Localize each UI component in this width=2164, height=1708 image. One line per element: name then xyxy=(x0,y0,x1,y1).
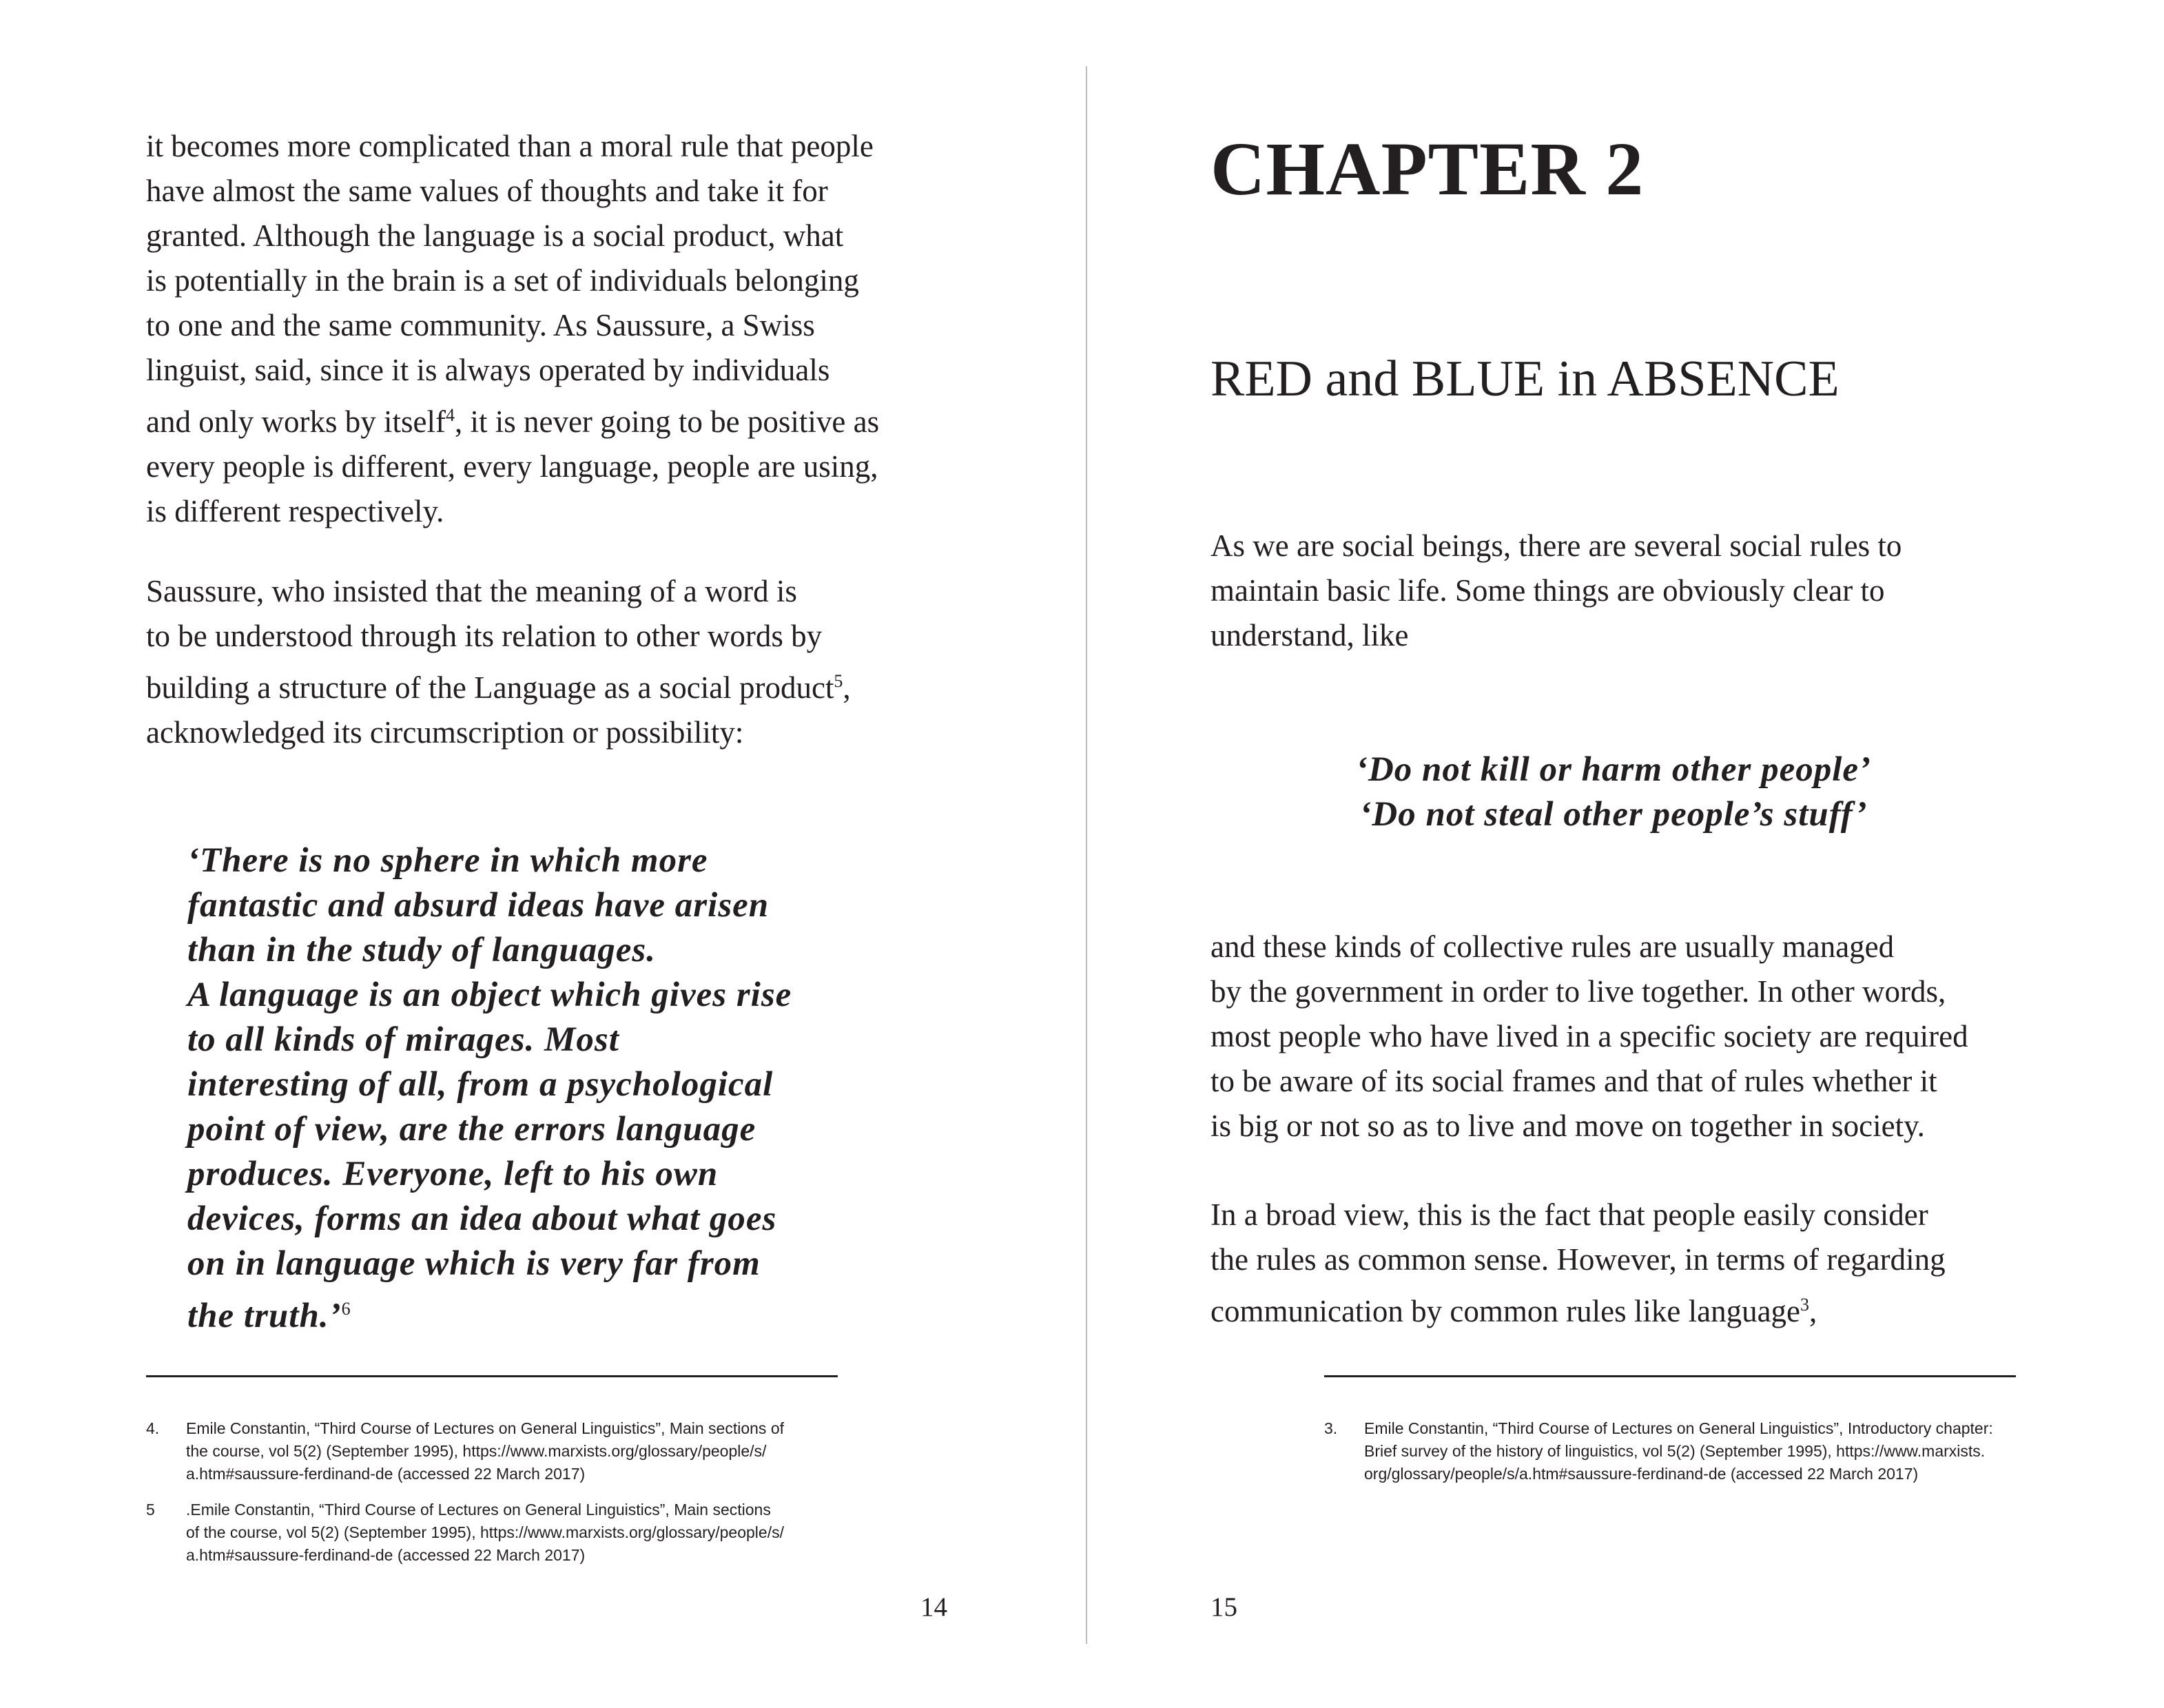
footnote-3 xyxy=(1324,1417,2123,1485)
footnote-ref-3[interactable]: 3 xyxy=(1800,1295,1810,1315)
footnote-divider xyxy=(1324,1375,2016,1377)
right-paragraph-3-text: In a broad view, this is the fact that people easily consider the rules as common sense. However, in terms of regarding communication by common rules like language xyxy=(1210,1197,1946,1328)
chapter-title: CHAPTER 2 xyxy=(1210,127,1645,211)
footnote-divider xyxy=(146,1375,838,1377)
left-paragraph-1-tail: , it is never going to be positive as every people is different, every language, people are using, is different respectively. xyxy=(146,404,880,528)
quote-line-2: ‘Do not steal other people’s stuff’ xyxy=(1359,795,1868,834)
saussure-block-quote xyxy=(187,838,945,1339)
gutter-line xyxy=(1086,66,1087,1644)
saussure-quote-text: ‘There is no sphere in which more fantastic and absurd ideas have arisen than in the study of languages. A language is an object which gives rise to all kinds of mirages. Most interesting of all, from a psychological point of view, are the errors language produces. Everyone, left to his own devices, forms an idea about what goes on in language which is very far from the truth.’ xyxy=(187,841,792,1335)
page-number-left: 14 xyxy=(920,1592,947,1622)
left-paragraph-1 xyxy=(146,124,973,534)
quote-line-1: ‘Do not kill or harm other people’ xyxy=(1355,750,1872,789)
left-paragraph-1-text: it becomes more complicated than a moral rule that people have almost the same values of thoughts and take it for granted. Although the language is a social product, what is potentially in the brain is a set of individuals belonging to one and the same community. As Saussure, a Swiss linguist, said, since it is always operated by individuals and only works by itself xyxy=(146,129,874,439)
left-paragraph-2 xyxy=(146,569,973,755)
left-paragraph-2-text: Saussure, who insisted that the meaning of a word is to be understood through its relation to other words by building a structure of the Language as a social product xyxy=(146,574,834,705)
footnote-text: Emile Constantin, “Third Course of Lectures on General Linguistics”, Introductory chapter: Brief survey of the history of linguistics, vol 5(2) (September 1995), https://www.marxists. org/glossary/people/s/a.htm#saussure-ferdinand-de (accessed 22 March 2017) xyxy=(1364,1419,1993,1483)
rules-quote xyxy=(1210,748,2017,837)
footnote-number: 3. xyxy=(1324,1419,1338,1437)
right-paragraph-1: As we are social beings, there are several social rules to maintain basic life. Some things are obviously clear to understand, like xyxy=(1210,528,1902,652)
footnote-number: 4. xyxy=(146,1419,160,1437)
left-paragraph-2-tail: , acknowledged its circumscription or possibility: xyxy=(146,670,851,750)
footnote-ref-5[interactable]: 5 xyxy=(834,671,843,691)
section-title: RED and BLUE in ABSENCE xyxy=(1210,351,1840,407)
footnote-ref-4[interactable]: 4 xyxy=(445,405,455,425)
page-number-right: 15 xyxy=(1210,1592,1237,1622)
footnote-5 xyxy=(146,1499,904,1567)
footnote-text: Emile Constantin, “Third Course of Lectures on General Linguistics”, Main sections of the course, vol 5(2) (September 1995), https://www.marxists.org/glossary/people/s/ a.htm#saussure-ferdinand-de (accessed 22 March 2017) xyxy=(186,1419,785,1483)
footnote-4 xyxy=(146,1417,904,1485)
right-paragraph-3 xyxy=(1210,1193,2099,1334)
right-paragraph-3-tail: , xyxy=(1809,1294,1817,1328)
footnote-text: .Emile Constantin, “Third Course of Lectures on General Linguistics”, Main sections of the course, vol 5(2) (September 1995), https://www.marxists.org/glossary/people/s/ a.htm#saussure-ferdinand-de (accessed 22 March 2017) xyxy=(186,1501,784,1564)
footnote-ref-6[interactable]: 6 xyxy=(341,1299,351,1319)
right-paragraph-2: and these kinds of collective rules are usually managed by the government in order to live together. In other words, most people who have lived in a specific society are required to be aware of its social frames and that of rules whether it is big or not so as to live and move on together in society. xyxy=(1210,929,1968,1143)
footnote-number: 5 xyxy=(146,1501,155,1519)
